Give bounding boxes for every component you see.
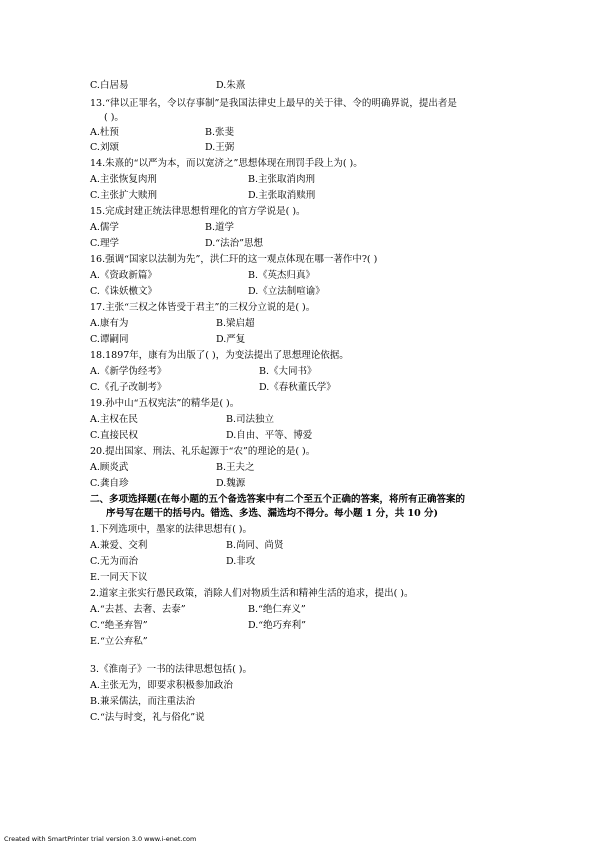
text-line: C.刘颂 (90, 142, 119, 153)
text-line: 17.主张“三权之体皆受于君主”的三权分立说的是( )。 (90, 302, 316, 313)
text-line: B.兼采儒法，而注重法治 (90, 696, 196, 707)
text-line: D.魏源 (216, 478, 246, 489)
text-line: 3.《淮南子》一书的法律思想包括( )。 (90, 664, 252, 675)
text-line: 14.朱熹的“以严为本，而以宽济之”思想体现在刑罚手段上为( )。 (90, 158, 363, 169)
text-line: C.无为而治 (90, 556, 138, 567)
text-line: B.梁启超 (216, 318, 255, 329)
text-line: C.理学 (90, 238, 119, 249)
text-line: B.王夫之 (216, 462, 255, 473)
text-line: B.“绝仁弃义” (248, 604, 306, 615)
text-line: B.主张取消肉刑 (248, 174, 316, 185)
text-line: A.康有为 (90, 318, 129, 329)
text-line: C.“法与时变，礼与俗化”说 (90, 712, 205, 723)
text-line: B.《大同书》 (259, 366, 317, 377)
text-line: 序号写在题干的括号内。错选、多选、漏选均不得分。每小题 1 分，共 10 分) (106, 508, 439, 519)
text-line: D.王弼 (205, 142, 235, 153)
text-line: 13.“律以正罪名，令以存事制”是我国法律史上最早的关于律、令的明确界说，提出者是 (90, 98, 457, 109)
text-line: E.“立公弃私” (90, 636, 148, 647)
text-line: 19.孙中山“五权宪法”的精华是( )。 (90, 398, 240, 409)
text-line: C.“绝圣弃智” (90, 620, 148, 631)
text-line: 二、多项选择题(在每小题的五个备选答案中有二个至五个正确的答案，将所有正确答案的 (90, 494, 465, 505)
text-line: D.“绝巧弃利” (248, 620, 307, 631)
text-line: 16.强调“国家以法制为先”，洪仁玕的这一观点体现在哪一著作中?( ) (90, 254, 378, 265)
text-line: A.兼爱、交利 (90, 540, 148, 551)
text-line: D.《立法制喧谕》 (248, 286, 325, 297)
text-line: A.《新学伪经考》 (90, 366, 167, 377)
text-line: A.顾炎武 (90, 462, 129, 473)
text-line: ( )。 (104, 112, 124, 123)
text-line: D.朱熹 (216, 80, 246, 91)
text-line: B.尚同、尚贤 (226, 540, 284, 551)
text-line: 18.1897年，康有为出版了( )，为变法提出了思想理论依据。 (90, 350, 349, 361)
footer-watermark: Created with SmartPrinter trial version 3.0 www.i-enet.com (4, 835, 197, 843)
text-line: C.《诛妖檄文》 (90, 286, 157, 297)
text-line: C.龚自珍 (90, 478, 129, 489)
text-line: D.“法治”思想 (205, 238, 264, 249)
text-line: D.严复 (216, 334, 246, 345)
text-line: C.白居易 (90, 80, 129, 91)
text-line: C.主张扩大赎刑 (90, 190, 157, 201)
text-line: A.主张恢复肉刑 (90, 174, 157, 185)
text-line: D.非攻 (226, 556, 256, 567)
text-line: A.《资政新篇》 (90, 270, 157, 281)
text-line: A.儒学 (90, 222, 119, 233)
text-line: A.主张无为，即要求积极参加政治 (90, 680, 233, 691)
text-line: A.主权在民 (90, 414, 138, 425)
text-line: B.道学 (205, 222, 235, 233)
text-line: D.主张取消赎刑 (248, 190, 316, 201)
text-line: 20.提出国家、刑法、礼乐起源于“农”的理论的是( )。 (90, 446, 316, 457)
text-line: B.《英杰归真》 (248, 270, 316, 281)
text-line: 2.道家主张实行愚民政策，消除人们对物质生活和精神生活的追求，提出( )。 (90, 588, 414, 599)
text-line: C.《孔子改制考》 (90, 382, 167, 393)
text-line: E.一同天下议 (90, 572, 148, 583)
text-line: A.“去甚、去奢、去泰” (90, 604, 186, 615)
text-line: C.谭嗣同 (90, 334, 129, 345)
text-line: A.杜预 (90, 127, 119, 138)
text-line: D.《春秋董氏学》 (259, 382, 336, 393)
text-line: D.自由、平等、博爱 (226, 430, 313, 441)
text-line: 1.下列选项中，墨家的法律思想有( )。 (90, 524, 252, 535)
text-line: B.司法独立 (226, 414, 275, 425)
text-line: 15.完成封建正统法律思想哲理化的官方学说是( )。 (90, 206, 306, 217)
text-line: B.张斐 (205, 127, 235, 138)
text-line: C.直接民权 (90, 430, 138, 441)
